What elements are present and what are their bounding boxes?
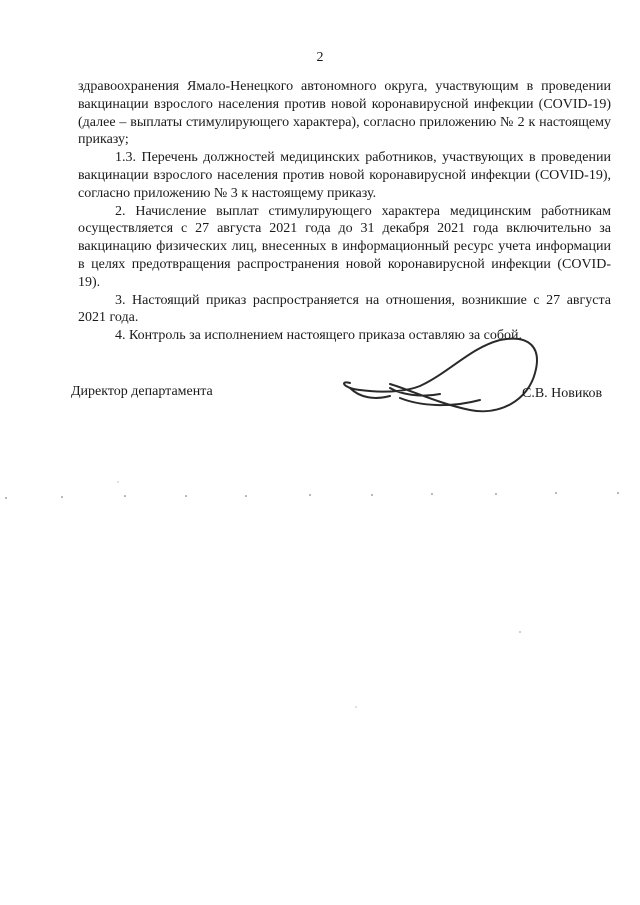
signer-name: С.В. Новиков: [522, 386, 603, 401]
paragraph-2: 2. Начисление выплат стимулирующего характера медицинским работникам осуществляется с 27 августа 2021 года до 31 декабря 2021 года включительно за вакцинацию физических лиц, внесенных в информационный ресурс учета информации в целях предотвращения распространения новой коронавирусной инфекции (COVID-19).: [78, 203, 611, 290]
signer-title: Директор департамента: [71, 384, 213, 399]
paragraph-3: 3. Настоящий приказ распространяется на отношения, возникшие с 27 августа 2021 года.: [78, 292, 611, 326]
paragraph-1-3: 1.3. Перечень должностей медицинских работников, участвующих в проведении вакцинации взрослого населения против новой коронавирусной инфекции (COVID-19), согласно приложению № 3 к настоящему приказу.: [78, 150, 611, 201]
page-number: 2: [316, 50, 324, 65]
paragraph-4: 4. Контроль за исполнением настоящего приказа оставляю за собой.: [115, 328, 523, 344]
paragraph-continuation: здравоохранения Ямало-Ненецкого автономного округа, участвующим в проведении вакцинации взрослого населения против новой коронавирусной инфекции (COVID-19) (далее – выплаты стимулирующего характера), согласно приложению № 2 к настоящему приказу;: [78, 79, 611, 148]
